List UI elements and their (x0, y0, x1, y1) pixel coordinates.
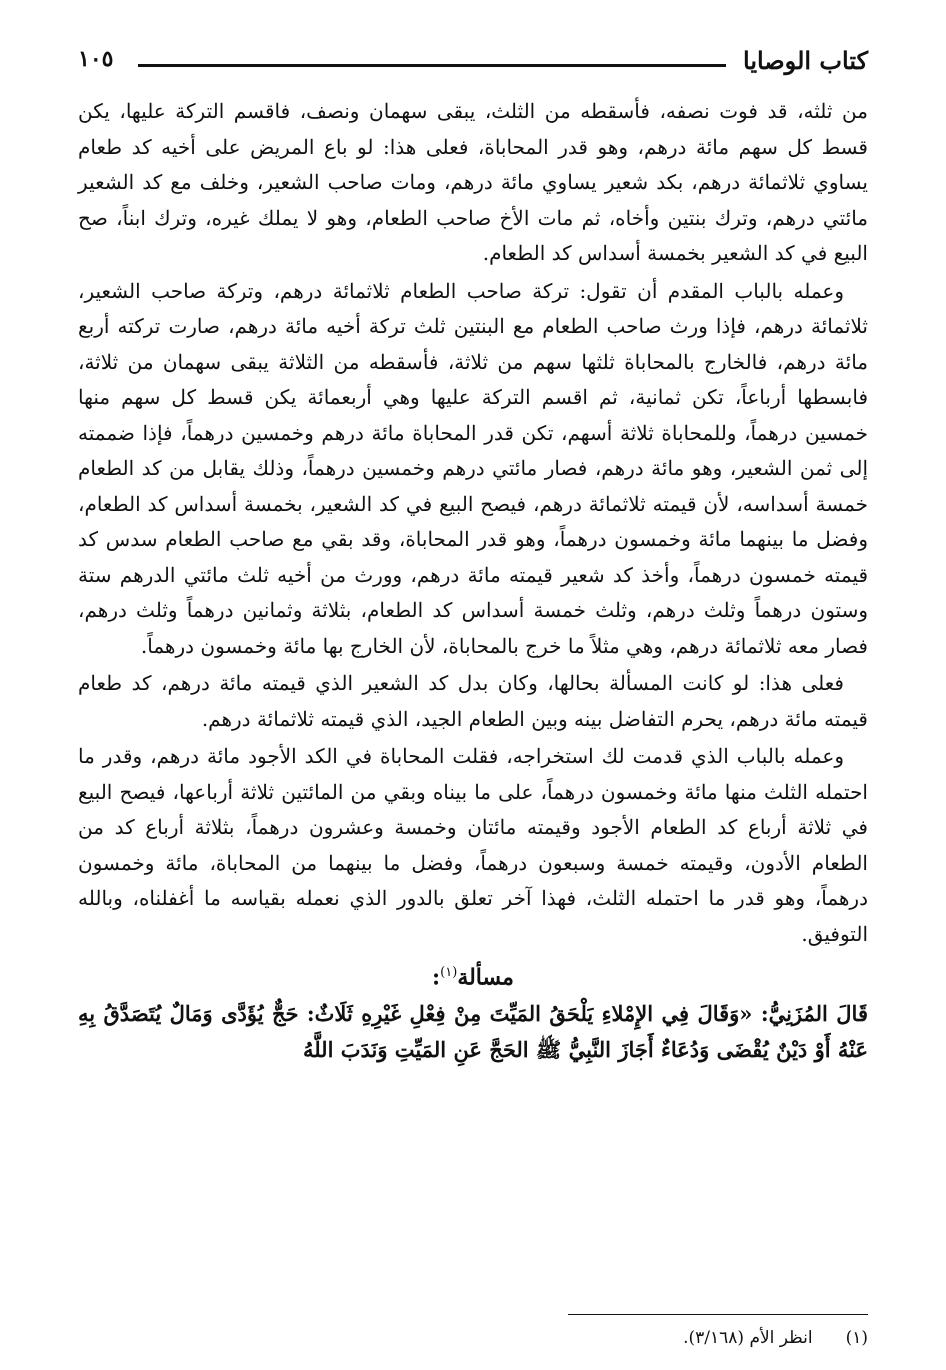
section-heading-colon: : (432, 964, 441, 991)
paragraph: وعمله بالباب الذي قدمت لك استخراجه، فقلت المحاباة في الكد الأجود مائة درهم، وقدر ما احتمله الثلث منها مائة وخمسون درهماً، على ما بيناه وبقي من المائتين ثلاثة أرباعها، فيصح البيع في ثلاثة أرباع كد الطعام الأجود وقيمته مائتان وخمسة وعشرون درهماً، بثلاثة أرباع كد من الطعام الأدون، وقيمته خمسة وسبعون درهماً، وفضل ما بينهما من المحاباة، مائة وخمسون درهماً، وهو قدر ما احتمله الثلث، فهذا آخر تعلق بالدور الذي نعمله بقياسه ما أغفلناه، وبالله التوفيق. (78, 744, 868, 946)
page-header (78, 40, 868, 84)
paragraph: من ثلثه، قد فوت نصفه، فأسقطه من الثلث، يبقى سهمان ونصف، فاقسم التركة عليها، يكن قسط كل سهم مائة درهم، وهو قدر المحاباة، فعلى هذا: لو باع المريض على أخيه كد طعام يساوي ثلاثمائة درهم، بكد شعير يساوي مائة درهم، ومات صاحب الشعير، وخلف مع كد الشعير مائتي درهم، وترك بنتين وأخاه، ثم مات الأخ صاحب الطعام، وهو لا يملك غيره، وترك ابناً، صح البيع في كد الشعير بخمسة أسداس كد الطعام. (78, 99, 868, 265)
mukhtasar-quote: قَالَ المُزَنِيُّ: «وَقَالَ فِي الإِمْلاءِ يَلْحَقُ المَيِّتَ مِنْ فِعْلِ غَيْرِهِ ثَلَاثٌ: حَجٌّ يُؤَدَّى وَمَالٌ يُتَصَدَّقُ بِهِ عَنْهُ أَوْ دَيْنٌ يُقْضَى وَدُعَاءٌ أَجَازَ النَّبِيُّ ﷺ الحَجَّ عَنِ المَيِّتِ وَنَدَبَ اللَّهُ (78, 1001, 868, 1063)
page-body (78, 94, 868, 1070)
paragraph: وعمله بالباب المقدم أن تقول: تركة صاحب الطعام ثلاثمائة درهم، وتركة صاحب الشعير، ثلاثمائة درهم، فإذا ورث صاحب الطعام مع البنتين ثلث تركة أخيه مائة درهم، صارت تركته أربع مائة درهم، فالخارج بالمحاباة ثلثها سهم من ثلاثة، فأسقطه من الثلاثة يبقى سهمان من ثلاثة، فابسطها أرباعاً، تكن ثمانية، ثم اقسم التركة عليها وهي أربعمائة يكن قسط كل سهم منها خمسين درهماً، وللمحاباة ثلاثة أسهم، تكن قدر المحاباة مائة درهم وخمسين درهماً، فإذا ضممته إلى ثمن الشعير، وهو مائة درهم، فصار مائتي درهم وخمسين درهماً، وذلك يقابل من كد الطعام خمسة أسداسه، لأن قيمته ثلاثمائة درهم، فيصح البيع في كد الشعير، بخمسة أسداس كد الطعام، وفضل ما بينهما مائة وخمسون درهماً، وهو قدر المحاباة، وقد بقي مع صاحب الطعام سدس كد قيمته خمسون درهماً، وأخذ كد شعير قيمته مائة درهم، وورث من أخيه ثلث مائتي الدرهم ستة وستون درهماً وثلث درهم، وثلث خمسة أسداس كد الطعام، بثلاثة وثمانين درهماً وثلث درهم، فصار معه ثلاثمائة درهم، وهي مثلاً ما خرج بالمحاباة، لأن الخارج بها مائة وخمسون درهماً. (78, 278, 868, 658)
footnote (78, 1328, 868, 1348)
footnote-marker[interactable]: (١) (440, 965, 458, 980)
footnote-rule (568, 1314, 868, 1315)
footnote-text: انظر الأم (٣/١٦٨). (683, 1328, 813, 1348)
running-title: كتاب الوصايا (743, 46, 868, 75)
book-page (78, 40, 868, 1348)
paragraph: فعلى هذا: لو كانت المسألة بحالها، وكان بدل كد الشعير الذي قيمته مائة درهم، كد طعام قيمته مائة درهم، يحرم التفاضل بينه وبين الطعام الجيد، الذي قيمته ثلاثمائة درهم. (78, 671, 868, 731)
section-heading-text: مسألة (457, 964, 514, 991)
page-number: ١٠٥ (78, 46, 114, 72)
header-rule (138, 64, 726, 67)
section-heading (78, 954, 868, 996)
footnote-number: (١) (845, 1328, 868, 1348)
